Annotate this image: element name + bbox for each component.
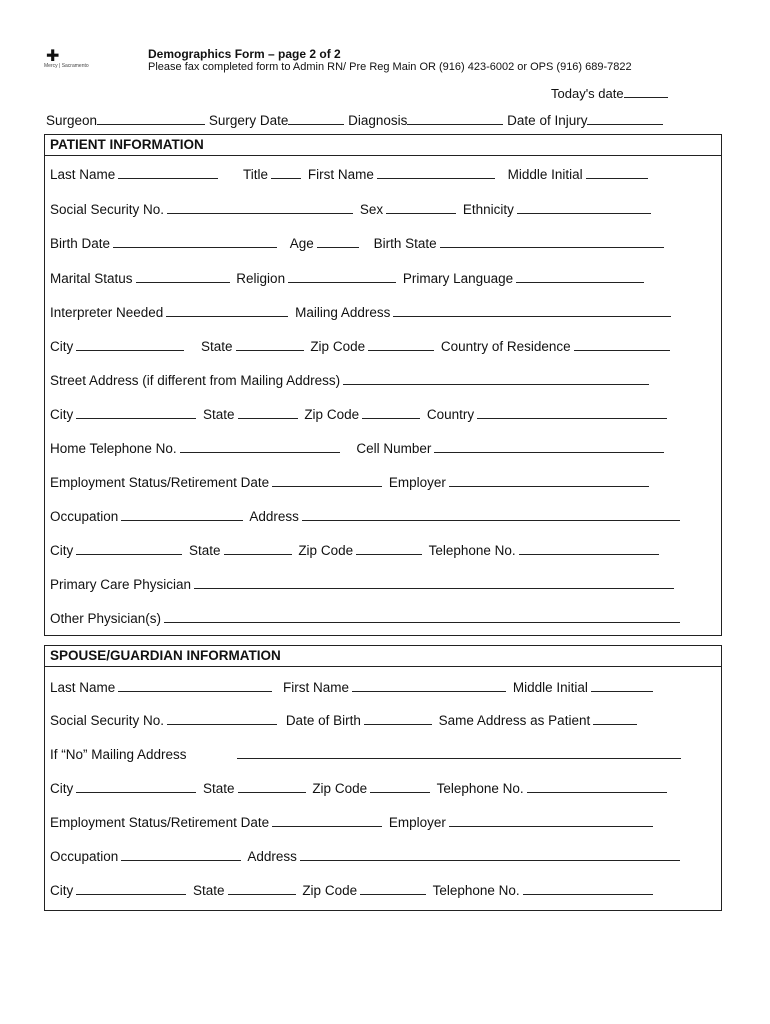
occupation-input[interactable] (121, 508, 243, 521)
country-of-residence-input[interactable] (574, 338, 670, 351)
marital-status-label: Marital Status (50, 271, 133, 286)
ssn-input[interactable] (167, 201, 353, 214)
age-input[interactable] (317, 235, 359, 248)
spouse-row-occupation (50, 848, 683, 864)
religion-input[interactable] (288, 270, 396, 283)
spouse-row-city (50, 780, 670, 796)
date-of-injury-label: Date of Injury (507, 113, 588, 128)
diagnosis-label: Diagnosis (348, 113, 408, 128)
street-address-input[interactable] (343, 372, 649, 385)
sex-label: Sex (359, 202, 384, 217)
spouse-employment-input[interactable] (272, 814, 382, 827)
state2-label: State (203, 407, 235, 422)
spouse-address-label: Address (247, 849, 297, 864)
patient-row-other-phys (50, 610, 683, 626)
spouse-city2-label: City (50, 883, 74, 898)
age-label: Age (289, 236, 314, 251)
country-input[interactable] (477, 406, 667, 419)
first-name-label: First Name (307, 167, 374, 182)
spouse-row-city2 (50, 882, 656, 898)
last-name-label: Last Name (50, 167, 116, 182)
form-title: Demographics Form – page 2 of 2 (148, 47, 341, 61)
surgery-line (46, 112, 722, 128)
title-label: Title (243, 167, 269, 182)
patient-row-occupation (50, 508, 683, 524)
surgeon-label: Surgeon (46, 113, 98, 128)
cell-number-label: Cell Number (356, 441, 432, 456)
zip-label: Zip Code (310, 339, 366, 354)
zip3-label: Zip Code (298, 543, 354, 558)
spouse-telephone2-input[interactable] (523, 882, 653, 895)
employer-label: Employer (388, 475, 446, 490)
birth-date-label: Birth Date (50, 236, 111, 251)
spouse-dob-input[interactable] (364, 712, 432, 725)
zip3-input[interactable] (356, 542, 422, 555)
primary-care-physician-input[interactable] (194, 576, 674, 589)
spouse-telephone-label: Telephone No. (436, 781, 524, 796)
state3-label: State (189, 543, 221, 558)
spouse-middle-initial-label: Middle Initial (512, 680, 588, 695)
patient-row-interpreter (50, 304, 674, 320)
same-address-input[interactable] (593, 712, 637, 725)
logo-text: Mercy | Sacramento (44, 63, 89, 69)
primary-language-input[interactable] (516, 270, 644, 283)
spouse-dob-label: Date of Birth (285, 713, 361, 728)
spouse-state-label: State (203, 781, 235, 796)
title-input[interactable] (271, 166, 301, 179)
patient-row-phone (50, 440, 667, 456)
ssn-label: Social Security No. (50, 202, 165, 217)
spouse-employer-label: Employer (388, 815, 446, 830)
employment-status-input[interactable] (272, 474, 382, 487)
occupation-label: Occupation (50, 509, 119, 524)
spouse-row-employment (50, 814, 656, 830)
telephone-input[interactable] (519, 542, 659, 555)
diagnosis-input[interactable] (407, 112, 503, 125)
patient-row-pcp (50, 576, 677, 592)
spouse-employment-label: Employment Status/Retirement Date (50, 815, 270, 830)
spouse-telephone2-label: Telephone No. (432, 883, 520, 898)
spouse-ssn-input[interactable] (167, 712, 277, 725)
spouse-telephone-input[interactable] (527, 780, 667, 793)
surgery-date-input[interactable] (288, 112, 344, 125)
home-phone-label: Home Telephone No. (50, 441, 177, 456)
spouse-occupation-input[interactable] (121, 848, 241, 861)
todays-date-label: Today's date (551, 86, 624, 101)
spouse-last-name-input[interactable] (118, 679, 272, 692)
spouse-zip-label: Zip Code (312, 781, 368, 796)
other-physicians-input[interactable] (164, 610, 680, 623)
spouse-row-ifno (50, 746, 684, 762)
state2-input[interactable] (238, 406, 298, 419)
sex-input[interactable] (386, 201, 456, 214)
patient-row-city (50, 338, 673, 354)
birth-date-input[interactable] (113, 235, 277, 248)
middle-initial-label: Middle Initial (507, 167, 583, 182)
street-address-label: Street Address (if different from Mailing Address) (50, 373, 341, 388)
mailing-address-label: Mailing Address (295, 305, 391, 320)
ethnicity-label: Ethnicity (462, 202, 514, 217)
todays-date-field[interactable] (551, 85, 668, 101)
patient-section-title: PATIENT INFORMATION (50, 137, 204, 152)
country-label: Country (426, 407, 475, 422)
state3-input[interactable] (224, 542, 292, 555)
if-no-mailing-address-input[interactable] (237, 746, 681, 759)
spouse-first-name-label: First Name (283, 680, 350, 695)
spouse-occupation-label: Occupation (50, 849, 119, 864)
patient-row-marital (50, 270, 647, 286)
patient-row-birth (50, 235, 667, 251)
spouse-middle-initial-input[interactable] (591, 679, 653, 692)
city2-input[interactable] (76, 406, 196, 419)
interpreter-label: Interpreter Needed (50, 305, 164, 320)
spouse-zip2-label: Zip Code (302, 883, 358, 898)
cell-number-input[interactable] (434, 440, 664, 453)
spouse-city-input[interactable] (76, 780, 196, 793)
employer-input[interactable] (449, 474, 649, 487)
spouse-zip-input[interactable] (370, 780, 430, 793)
spouse-city2-input[interactable] (76, 882, 186, 895)
spouse-last-name-label: Last Name (50, 680, 116, 695)
spouse-address-input[interactable] (300, 848, 680, 861)
ethnicity-input[interactable] (517, 201, 651, 214)
zip2-input[interactable] (362, 406, 420, 419)
patient-row-street (50, 372, 652, 388)
spouse-ssn-label: Social Security No. (50, 713, 165, 728)
state-label: State (201, 339, 233, 354)
spouse-city-label: City (50, 781, 74, 796)
same-address-label: Same Address as Patient (438, 713, 591, 728)
city-label: City (50, 339, 74, 354)
logo (44, 48, 144, 78)
form-subtitle: Please fax completed form to Admin RN/ Pre Reg Main OR (916) 423-6002 or OPS (916) 689-7822 (148, 61, 632, 73)
city-input[interactable] (76, 338, 184, 351)
home-phone-input[interactable] (180, 440, 340, 453)
state-input[interactable] (236, 338, 304, 351)
patient-row-ssn (50, 201, 654, 217)
if-no-mailing-address-label: If “No” Mailing Address (50, 747, 187, 762)
spouse-employer-input[interactable] (449, 814, 653, 827)
last-name-input[interactable] (118, 166, 218, 179)
patient-row-city2 (50, 406, 670, 422)
city3-label: City (50, 543, 74, 558)
religion-label: Religion (236, 271, 286, 286)
patient-row-city3 (50, 542, 662, 558)
mailing-address-input[interactable] (393, 304, 671, 317)
city3-input[interactable] (76, 542, 182, 555)
patient-row-employment (50, 474, 652, 490)
address-input[interactable] (302, 508, 680, 521)
address-label: Address (249, 509, 299, 524)
spouse-state2-label: State (193, 883, 225, 898)
spouse-zip2-input[interactable] (360, 882, 426, 895)
spouse-section-title: SPOUSE/GUARDIAN INFORMATION (50, 648, 281, 663)
primary-care-physician-label: Primary Care Physician (50, 577, 192, 592)
date-of-injury-input[interactable] (587, 112, 663, 125)
country-of-residence-label: Country of Residence (440, 339, 571, 354)
birth-state-input[interactable] (440, 235, 664, 248)
spouse-first-name-input[interactable] (352, 679, 506, 692)
marital-status-input[interactable] (136, 270, 230, 283)
zip-input[interactable] (368, 338, 434, 351)
middle-initial-input[interactable] (586, 166, 648, 179)
primary-language-label: Primary Language (402, 271, 514, 286)
city2-label: City (50, 407, 74, 422)
cross-icon: ✚ (46, 48, 60, 65)
patient-row-name (50, 166, 651, 182)
other-physicians-label: Other Physician(s) (50, 611, 162, 626)
zip2-label: Zip Code (304, 407, 360, 422)
spouse-row-name (50, 679, 656, 695)
surgeon-input[interactable] (97, 112, 205, 125)
spouse-state2-input[interactable] (228, 882, 296, 895)
birth-state-label: Birth State (373, 236, 437, 251)
spouse-state-input[interactable] (238, 780, 306, 793)
spouse-row-ssn (50, 712, 640, 728)
first-name-input[interactable] (377, 166, 495, 179)
employment-status-label: Employment Status/Retirement Date (50, 475, 270, 490)
telephone-label: Telephone No. (428, 543, 516, 558)
interpreter-input[interactable] (166, 304, 288, 317)
surgery-date-label: Surgery Date (208, 113, 289, 128)
